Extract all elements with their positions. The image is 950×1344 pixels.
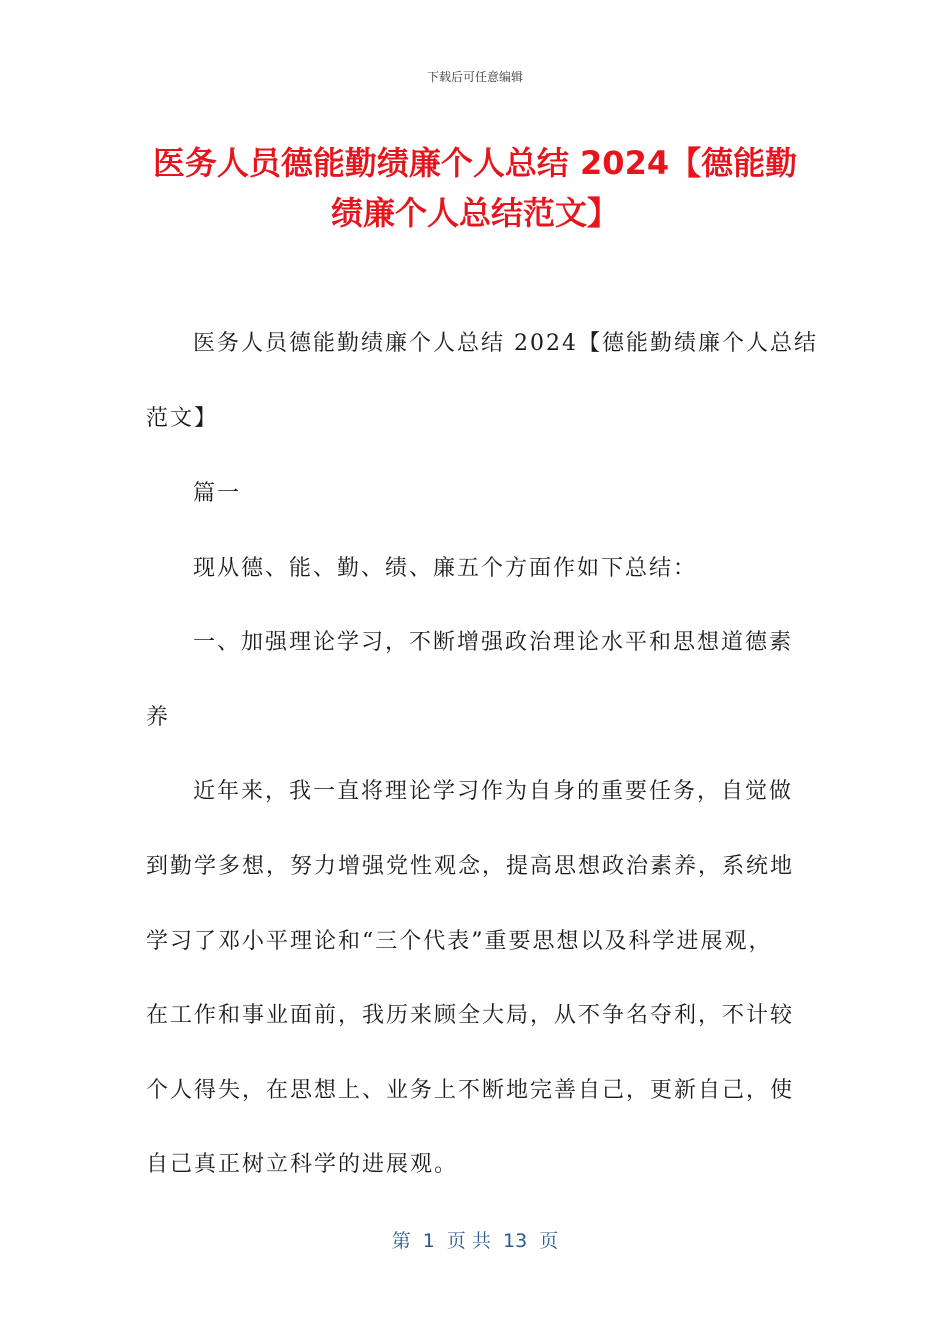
paragraph-line: 养 <box>146 705 171 730</box>
paragraph-line: 医务人员德能勤绩廉个人总结 2024【德能勤绩廉个人总结 <box>193 331 818 356</box>
paragraph-line: 现从德、能、勤、绩、廉五个方面作如下总结： <box>193 556 698 581</box>
paragraph-line: 近年来，我一直将理论学习作为自身的重要任务，自觉做 <box>193 779 794 804</box>
paragraph-line: 自己真正树立科学的进展观。 <box>146 1152 459 1177</box>
paragraph-line: 个人得失，在思想上、业务上不断地完善自己，更新自己，使 <box>146 1078 795 1103</box>
section-heading: 篇一 <box>193 481 242 506</box>
title-line-1: 医务人员德能勤绩廉个人总结 2024【德能勤 <box>152 144 798 182</box>
paragraph-line: 在工作和事业面前，我历来顾全大局，从不争名夺利，不计较 <box>146 1003 795 1028</box>
paragraph-line: 一、加强理论学习，不断增强政治理论水平和思想道德素 <box>193 630 794 655</box>
header-note: 下载后可任意编辑 <box>426 70 523 84</box>
paragraph-line: 学习了邓小平理论和“三个代表”重要思想以及科学进展观， <box>146 929 773 954</box>
paragraph-line: 到勤学多想，努力增强党性观念，提高思想政治素养，系统地 <box>146 854 795 879</box>
document-title <box>120 138 830 238</box>
page-footer: 第 1 页 共 13 页 <box>391 1230 559 1252</box>
title-line-2: 绩廉个人总结范文】 <box>330 194 619 232</box>
paragraph-line: 范文】 <box>146 406 219 431</box>
